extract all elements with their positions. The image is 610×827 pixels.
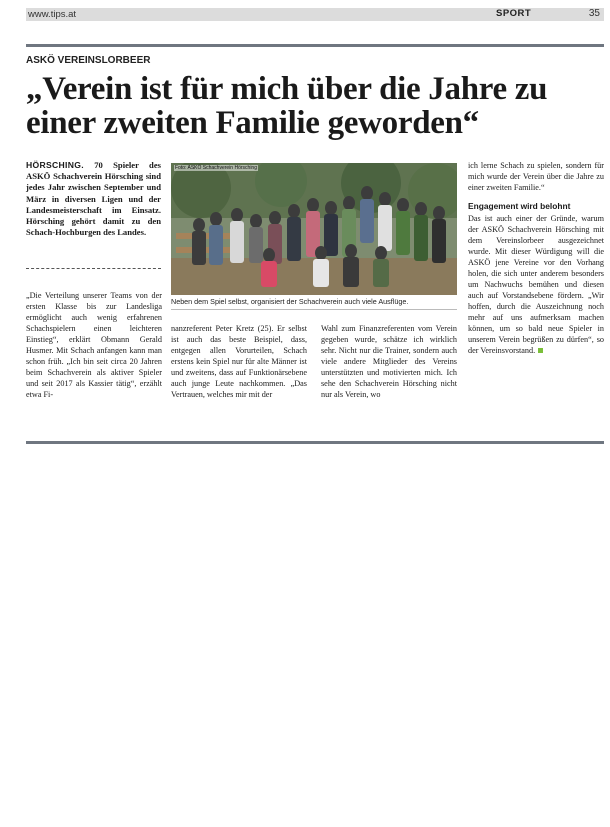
article-kicker: ASKÖ VEREINSLORBEER: [26, 55, 151, 66]
photo-caption: Neben dem Spiel selbst, organisiert der Schachverein auch viele Ausflüge.: [171, 297, 457, 310]
column-2-text: nanzreferent Peter Kretz (25). Er selbst ist auch das beste Beispiel, dass, entgegen allen Vorurteilen, Schach erstens kein Spiel nur für alte Männer ist und zweitens, dass auf Funktionärsebene auch junge Leute nachkommen. „Das Vertrauen, welches mir mit der: [171, 324, 307, 399]
site-url: www.tips.at: [28, 9, 77, 20]
section-label: SPORT: [496, 8, 532, 19]
column-1-text: „Die Verteilung unserer Teams von der ersten Klasse bis zur Landesliga ermöglicht auch wenig erfahrenen Schachspielern einen leichteren Einstieg“, erklärt Obmann Gerald Husmer. Mit Schach anfangen kann man schon früh. „Ich bin seit circa 20 Jahren beim Schachverein als aktiver Spieler und seit 2017 als Kassier tätig“, erzählt etwa Fi-: [26, 291, 162, 399]
column-4-text-top: ich lerne Schach zu spielen, sondern für mich wurde der Verein über die Jahre zu einer zweiten Familie.“: [468, 161, 604, 192]
lead-divider: [26, 268, 161, 269]
section-subhead: Engagement wird belohnt: [468, 201, 571, 211]
page-header-bar: [26, 8, 604, 21]
body-column-4: [468, 160, 604, 356]
top-divider: [26, 44, 604, 47]
group-photo: [171, 163, 457, 295]
column-3-text: Wahl zum Finanzreferenten vom Verein gegeben wurde, schätze ich wirklich sehr. Nicht nur die Trainer, sondern auch viele andere Mitglieder des Vereins unterstützten und motivierten mich. Ich sehe den Schachverein Hörsching nicht nur als Verein, wo: [321, 324, 457, 399]
bottom-divider: [26, 441, 604, 444]
body-column-3: [321, 323, 457, 400]
article-end-mark: [538, 348, 543, 353]
page-number: 35: [588, 8, 600, 19]
article-headline: „Verein ist für mich über die Jahre zu einer zweiten Familie geworden“: [26, 71, 548, 141]
column-4-text-bottom: Das ist auch einer der Gründe, warum der ASKÖ Schachverein Hörsching mit dem Vereinslorbeer ausgezeichnet wurde. Mit dieser Würdigung will die ASKÖ jene Vereine vor den Vorhang holen, die sich unter anderem besonders um Nachwuchs bemühen und diesen auch auf Vorstandsebene fördern. „Wir hoffen, durch die Auszeichnung noch mehr auf uns aufmerksam machen können, um so bald neue Spieler in unserem Verein begrüßen zu dürfen“, so der Vereinsvorstand.: [468, 214, 604, 355]
lead-location: HÖRSCHING.: [26, 160, 84, 170]
article-lead: [26, 160, 161, 238]
body-column-1: [26, 290, 162, 400]
body-column-2: [171, 323, 307, 400]
photo-credit: Foto: ASKÖ Schachverein Hörsching: [175, 165, 257, 171]
lead-text: 70 Spieler des ASKÖ Schachverein Hörsching sind jedes Jahr zwischen September und März in diversen Ligen und der Landesmeisterschaft im Einsatz. Hörsching gehört damit zu den Schach-Hochburgen des Landes.: [26, 160, 161, 238]
group-photo-image: [171, 163, 457, 295]
